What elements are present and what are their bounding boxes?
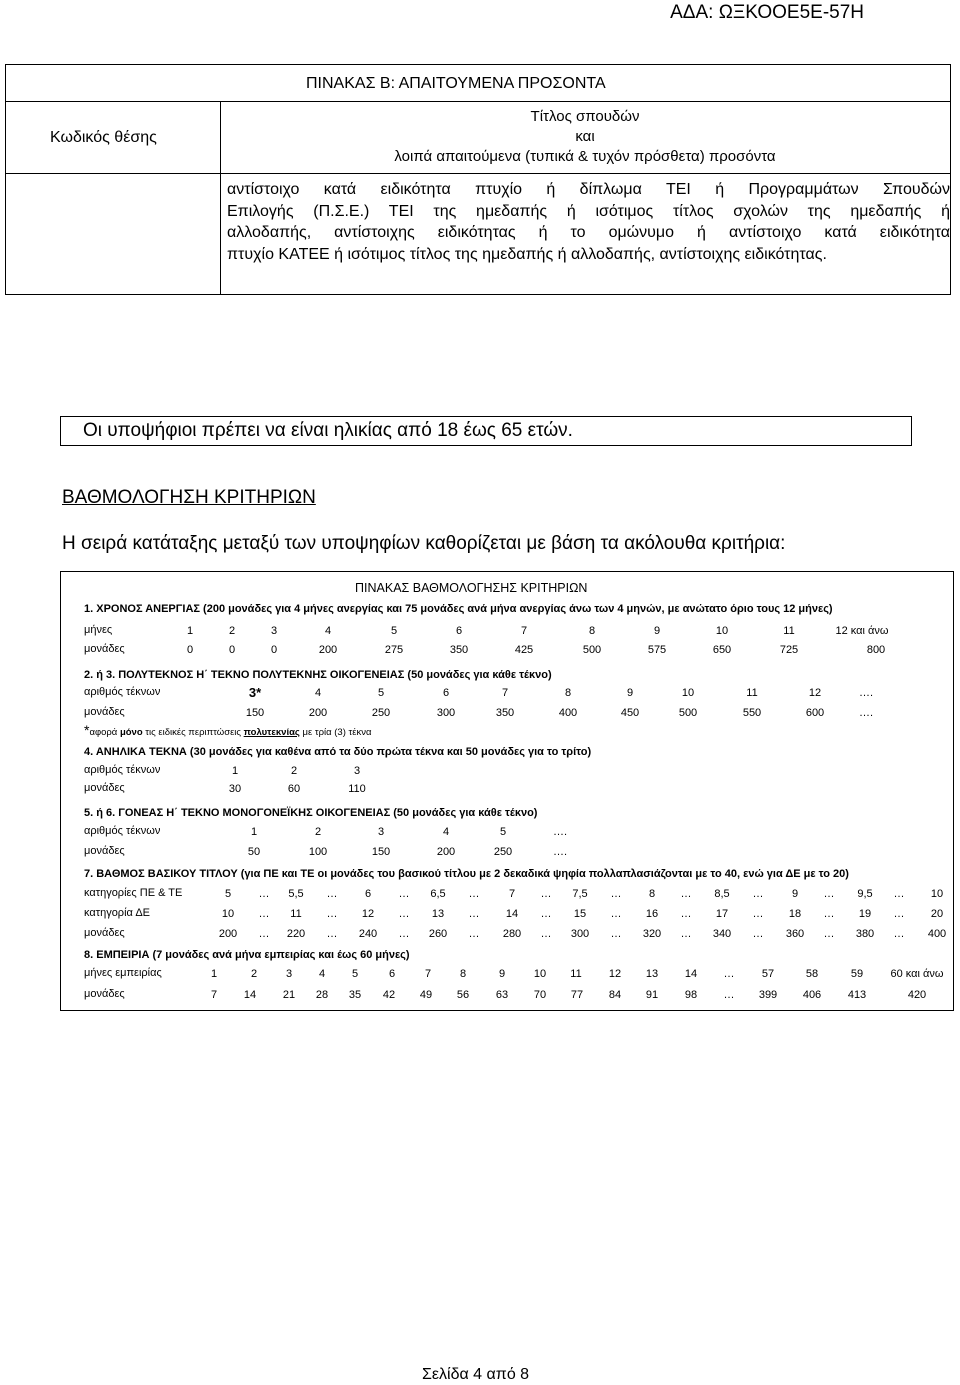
- table-cell: 600: [805, 707, 825, 719]
- table-cell: 260: [428, 928, 448, 940]
- criteria-table: [60, 571, 954, 1011]
- row-label: μονάδες: [84, 782, 125, 794]
- table-cell: 110: [348, 783, 366, 795]
- table-cell: 59: [850, 968, 864, 980]
- row-label: αριθμός τέκνων: [84, 825, 161, 837]
- table-cell: 5: [351, 968, 359, 980]
- table-cell: …: [258, 928, 270, 940]
- table-cell: 10: [930, 888, 944, 900]
- table-cell: 50: [247, 846, 261, 858]
- age-requirement: Οι υποψήφιοι πρέπει να είναι ηλικίας από 18 έως 65 ετών.: [60, 416, 912, 446]
- table-cell: 60: [287, 783, 301, 795]
- table-cell: …: [752, 928, 764, 940]
- table-cell: 5,5: [288, 888, 304, 900]
- table-cell: …: [468, 888, 480, 900]
- table-cell: 28: [315, 989, 329, 1001]
- table-cell: 98: [684, 989, 698, 1001]
- row-label: μονάδες: [84, 988, 125, 1000]
- table-cell: 650: [712, 644, 732, 656]
- table-cell: 420: [907, 989, 927, 1001]
- table-cell: 100: [308, 846, 328, 858]
- footnote: *αφορά μόνο τις ειδικές περιπτώσεις πολυτεκνίας με τρία (3) τέκνα: [84, 722, 372, 738]
- table-cell: …: [398, 888, 410, 900]
- table-cell: 7: [508, 888, 516, 900]
- table-cell: 2: [290, 765, 298, 777]
- row-label: αριθμός τέκνων: [84, 686, 161, 698]
- table-cell: …: [893, 928, 905, 940]
- table-cell: 2: [228, 625, 236, 637]
- table-title: ΠΙΝΑΚΑΣ Β: ΑΠΑΙΤΟΥΜΕΝΑ ΠΡΟΣΟΝΤΑ: [306, 75, 606, 92]
- table-cell: 413: [847, 989, 867, 1001]
- table-cell: 250: [493, 846, 513, 858]
- table-cell: 19: [858, 908, 872, 920]
- table-cell: 4: [314, 687, 322, 699]
- table-cell: 14: [684, 968, 698, 980]
- table-cell: …: [610, 928, 622, 940]
- table-cell: 5: [499, 826, 507, 838]
- table-cell: 5: [377, 687, 385, 699]
- table-cell: …: [680, 908, 692, 920]
- table-cell: 91: [645, 989, 659, 1001]
- table-cell: 250: [371, 707, 391, 719]
- table-cell: 0: [228, 644, 236, 656]
- table-cell: 2: [314, 826, 322, 838]
- table-cell: 21: [282, 989, 296, 1001]
- table-cell: ….: [552, 826, 568, 838]
- table-cell: 4: [318, 968, 326, 980]
- table-cell: 450: [620, 707, 640, 719]
- section-heading: 7. ΒΑΘΜΟΣ ΒΑΣΙΚΟΥ ΤΙΤΛΟΥ (για ΠΕ και ΤΕ οι μονάδες του βασικού τίτλου με 2 δεκαδικά ψηφία πολλαπλασιάζονται με το 40, ενώ για ΔΕ με το 20): [84, 868, 849, 880]
- table-cell: 240: [358, 928, 378, 940]
- table-cell: 320: [642, 928, 662, 940]
- table-cell: 49: [419, 989, 433, 1001]
- table-cell: …: [723, 989, 735, 1001]
- table-cell: 18: [788, 908, 802, 920]
- table-cell: 12: [808, 687, 822, 699]
- column-header-code: Κωδικός θέσης: [50, 129, 157, 146]
- table-cell: 5: [390, 625, 398, 637]
- table-cell: …: [610, 888, 622, 900]
- table-cell: 10: [221, 908, 235, 920]
- table-cell: …: [540, 908, 552, 920]
- document-code: ΑΔΑ: ΩΞΚΟΟΕ5Ε-57Η: [670, 2, 864, 23]
- table-cell: 14: [505, 908, 519, 920]
- table-cell: 5: [224, 888, 232, 900]
- table-cell: 406: [802, 989, 822, 1001]
- table-cell: 800: [866, 644, 886, 656]
- table-cell: 9,5: [857, 888, 873, 900]
- table-cell: ….: [858, 687, 874, 699]
- row-label: μονάδες: [84, 643, 125, 655]
- row-label: μονάδες: [84, 706, 125, 718]
- table-cell: 725: [779, 644, 799, 656]
- divider: [60, 1010, 954, 1011]
- table-cell: 9: [626, 687, 634, 699]
- table-cell: 200: [436, 846, 456, 858]
- divider: [6, 101, 950, 102]
- table-cell: 6,5: [430, 888, 446, 900]
- table-cell: 12: [361, 908, 375, 920]
- table-cell: 6: [364, 888, 372, 900]
- table-cell: 8: [588, 625, 596, 637]
- table-cell: ….: [552, 846, 568, 858]
- table-cell: 0: [270, 644, 278, 656]
- row-label: μονάδες: [84, 927, 125, 939]
- table-cell: 6: [442, 687, 450, 699]
- table-cell: 56: [456, 989, 470, 1001]
- row-label: κατηγορίες ΠΕ & ΤΕ: [84, 887, 183, 899]
- table-cell: 12: [608, 968, 622, 980]
- table-cell: 60 και άνω: [890, 968, 944, 980]
- table-cell: …: [893, 888, 905, 900]
- table-cell: 35: [348, 989, 362, 1001]
- table-cell: 7: [210, 989, 218, 1001]
- table-cell: 6: [455, 625, 463, 637]
- table-cell: 10: [681, 687, 695, 699]
- column-header-qualifications: Τίτλος σπουδών και λοιπά απαιτούμενα (τυπικά & τυχόν πρόσθετα) προσόντα: [394, 108, 776, 165]
- table-cell: 11: [570, 968, 582, 980]
- grading-heading: ΒΑΘΜΟΛΟΓΗΣΗ ΚΡΙΤΗΡΙΩΝ: [62, 487, 316, 508]
- table-cell: 500: [582, 644, 602, 656]
- table-cell: …: [752, 908, 764, 920]
- table-cell: …: [468, 908, 480, 920]
- table-cell: 400: [558, 707, 578, 719]
- table-cell: 20: [930, 908, 944, 920]
- table-cell: 11: [746, 687, 758, 699]
- table-cell: 12 και άνω: [835, 625, 889, 637]
- requirements-table: [5, 64, 951, 295]
- table-cell: 200: [308, 707, 328, 719]
- table-cell: …: [893, 908, 905, 920]
- table-cell: …: [468, 928, 480, 940]
- table-cell: 11: [783, 625, 795, 637]
- table-cell: 9: [498, 968, 506, 980]
- table-cell: 10: [715, 625, 729, 637]
- table-cell: 84: [608, 989, 622, 1001]
- table-cell: 8: [564, 687, 572, 699]
- table-cell: 7: [501, 687, 509, 699]
- row-label: μονάδες: [84, 845, 125, 857]
- table-cell: 3: [270, 625, 278, 637]
- row-label: αριθμός τέκνων: [84, 764, 161, 776]
- table-cell: 350: [495, 707, 515, 719]
- table-cell: …: [326, 908, 338, 920]
- table-cell: 2: [250, 968, 258, 980]
- table-cell: 14: [243, 989, 257, 1001]
- table-cell: 7: [520, 625, 528, 637]
- table-cell: …: [723, 968, 735, 980]
- table-cell: 63: [495, 989, 509, 1001]
- table-cell: 11: [290, 908, 302, 920]
- table-cell: 17: [715, 908, 729, 920]
- table-cell: 57: [761, 968, 775, 980]
- table-cell: 200: [218, 928, 238, 940]
- table-cell: …: [823, 888, 835, 900]
- table-cell: 340: [712, 928, 732, 940]
- table-cell: 300: [436, 707, 456, 719]
- table-cell: 150: [371, 846, 391, 858]
- table-cell: 1: [231, 765, 239, 777]
- table-cell: 77: [570, 989, 584, 1001]
- section-heading: 8. ΕΜΠΕΙΡΙΑ (7 μονάδες ανά μήνα εμπειρίας και έως 60 μήνες): [84, 949, 410, 961]
- table-cell: 1: [250, 826, 258, 838]
- table-cell: 4: [324, 625, 332, 637]
- table-cell: …: [540, 888, 552, 900]
- table-cell: …: [823, 928, 835, 940]
- table-cell: …: [540, 928, 552, 940]
- row-label: μήνες εμπειρίας: [84, 967, 162, 979]
- table-cell: …: [326, 928, 338, 940]
- table-cell: 550: [742, 707, 762, 719]
- table-cell: 280: [502, 928, 522, 940]
- table-cell: 42: [382, 989, 396, 1001]
- table-cell: 360: [785, 928, 805, 940]
- criteria-title: ΠΙΝΑΚΑΣ ΒΑΘΜΟΛΟΓΗΣΗΣ ΚΡΙΤΗΡΙΩΝ: [355, 581, 588, 595]
- table-cell: …: [610, 908, 622, 920]
- table-cell: 300: [570, 928, 590, 940]
- table-cell: …: [258, 908, 270, 920]
- section-heading: 1. ΧΡΟΝΟΣ ΑΝΕΡΓΙΑΣ (200 μονάδες για 4 μήνες ανεργίας και 75 μονάδες ανά μήνα ανεργίας άνω των 4 μηνών, με ανώτατο όριο τους 12 μήνες): [84, 603, 833, 615]
- table-cell: 3: [377, 826, 385, 838]
- table-cell: 380: [855, 928, 875, 940]
- table-cell: 275: [384, 644, 404, 656]
- table-cell: 9: [791, 888, 799, 900]
- table-cell: 4: [442, 826, 450, 838]
- table-cell: 3: [353, 765, 361, 777]
- table-cell: 7: [424, 968, 432, 980]
- table-cell: …: [398, 928, 410, 940]
- table-cell: 3*: [248, 685, 262, 700]
- table-cell: …: [752, 888, 764, 900]
- qualification-text: αντίστοιχο κατά ειδικότητα πτυχίο ή δίπλωμα ΤΕΙ ή Προγραμμάτων Σπουδών Επιλογής (Π.Σ.Ε.) ΤΕΙ της ημεδαπής ή ισότιμος τίτλος σχολών της ημεδαπής ή αλλοδαπής, αντίστοιχης ειδικότητας ή το ομώνυμο ή αντίστοιχο κατά ειδικότητα πτυχίο ΚΑΤΕΕ ή ισότιμος τίτλος της ημεδαπής ή αλλοδαπής, αντίστοιχης ειδικότητας.: [227, 181, 950, 263]
- row-label: μήνες: [84, 624, 113, 636]
- table-cell: 1: [186, 625, 194, 637]
- table-cell: 58: [805, 968, 819, 980]
- table-cell: 220: [286, 928, 306, 940]
- table-cell: …: [326, 888, 338, 900]
- row-label: κατηγορία ΔΕ: [84, 907, 150, 919]
- table-cell: …: [258, 888, 270, 900]
- table-cell: 3: [285, 968, 293, 980]
- section-heading: 2. ή 3. ΠΟΛΥΤΕΚΝΟΣ Η΄ ΤΕΚΝΟ ΠΟΛΥΤΕΚΝΗΣ ΟΙΚΟΓΕΝΕΙΑΣ (50 μονάδες για κάθε τέκνο): [84, 669, 552, 681]
- table-cell: …: [398, 908, 410, 920]
- table-cell: ….: [858, 707, 874, 719]
- table-cell: 10: [533, 968, 547, 980]
- table-cell: …: [680, 888, 692, 900]
- table-cell: …: [680, 928, 692, 940]
- table-cell: 13: [645, 968, 659, 980]
- divider: [6, 173, 950, 174]
- table-cell: 6: [388, 968, 396, 980]
- table-cell: 30: [228, 783, 242, 795]
- table-cell: …: [823, 908, 835, 920]
- section-heading: 4. ΑΝΗΛΙΚΑ ΤΕΚΝΑ (30 μονάδες για καθένα από τα δύο πρώτα τέκνα και 50 μονάδες για το τρίτο): [84, 746, 592, 758]
- section-heading: 5. ή 6. ΓΟΝΕΑΣ Η΄ ΤΕΚΝΟ ΜΟΝΟΓΟΝΕΪΚΗΣ ΟΙΚΟΓΕΝΕΙΑΣ (50 μονάδες για κάθε τέκνο): [84, 807, 538, 819]
- table-cell: 8,5: [714, 888, 730, 900]
- table-cell: 399: [758, 989, 778, 1001]
- table-cell: 500: [678, 707, 698, 719]
- table-cell: 200: [318, 644, 338, 656]
- page-number: Σελίδα 4 από 8: [422, 1366, 530, 1383]
- table-cell: 13: [431, 908, 445, 920]
- table-cell: 8: [459, 968, 467, 980]
- table-cell: 7,5: [572, 888, 588, 900]
- table-cell: 400: [927, 928, 947, 940]
- table-cell: 0: [186, 644, 194, 656]
- table-cell: 1: [210, 968, 218, 980]
- table-cell: 9: [653, 625, 661, 637]
- table-cell: 15: [573, 908, 587, 920]
- table-cell: 575: [647, 644, 667, 656]
- grading-intro: Η σειρά κατάταξης μεταξύ των υποψηφίων καθορίζεται με βάση τα ακόλουθα κριτήρια:: [62, 533, 786, 554]
- table-cell: 425: [514, 644, 534, 656]
- table-cell: 16: [645, 908, 659, 920]
- table-cell: 70: [533, 989, 547, 1001]
- table-cell: 150: [245, 707, 265, 719]
- table-cell: 8: [648, 888, 656, 900]
- table-cell: 350: [449, 644, 469, 656]
